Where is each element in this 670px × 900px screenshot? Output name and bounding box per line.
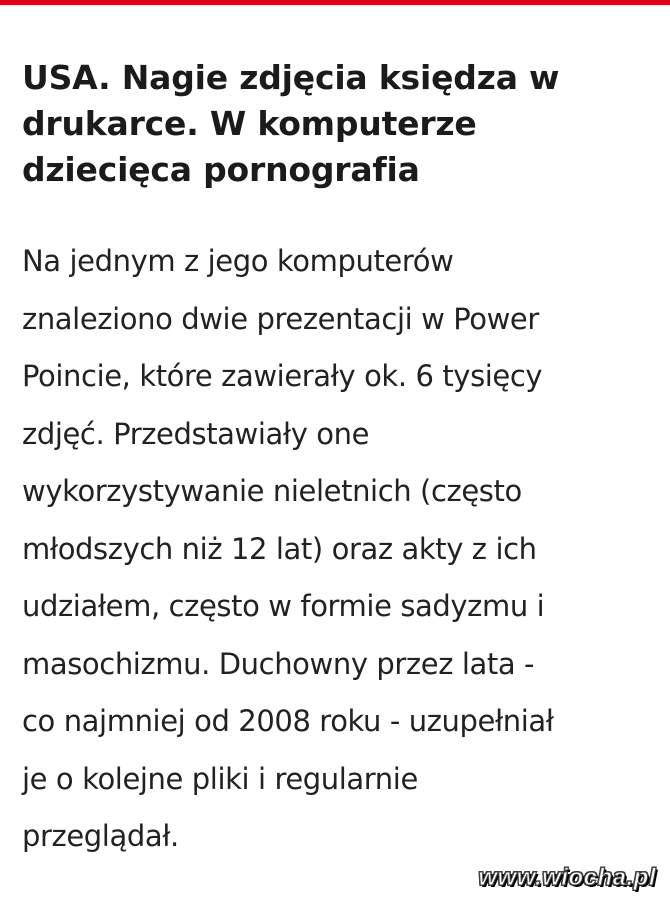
headline-line: drukarce. W komputerze [22, 104, 477, 143]
body-line: je o kolejne pliki i regularnie [22, 761, 418, 796]
body-line: masochizmu. Duchowny przez lata - [22, 646, 535, 681]
body-line: udziałem, często w formie sadyzmu i [22, 589, 545, 623]
article [22, 55, 652, 866]
accent-top-bar [0, 0, 670, 5]
body-line: Na jednym z jego komputerów [22, 244, 454, 278]
body-line: znaleziono dwie prezentacji w Power [22, 301, 539, 336]
body-line: Poincie, które zawierały ok. 6 tysięcy [22, 359, 543, 393]
body-line: młodszych niż 12 lat) oraz akty z ich [22, 531, 537, 566]
body-line: przeglądał. [22, 819, 179, 853]
body-line: zdjęć. Przedstawiały one [22, 416, 370, 451]
headline-line: dziecięca pornografia [22, 150, 420, 189]
article-headline[interactable] [22, 55, 652, 193]
body-line: wykorzystywanie nieletnich (często [22, 474, 522, 508]
body-line: co najmniej od 2008 roku - uzupełniał [22, 704, 554, 738]
article-body [22, 233, 652, 866]
site-watermark: www.wiocha.pl [478, 864, 656, 891]
headline-line: USA. Nagie zdjęcia księdza w [22, 58, 560, 97]
